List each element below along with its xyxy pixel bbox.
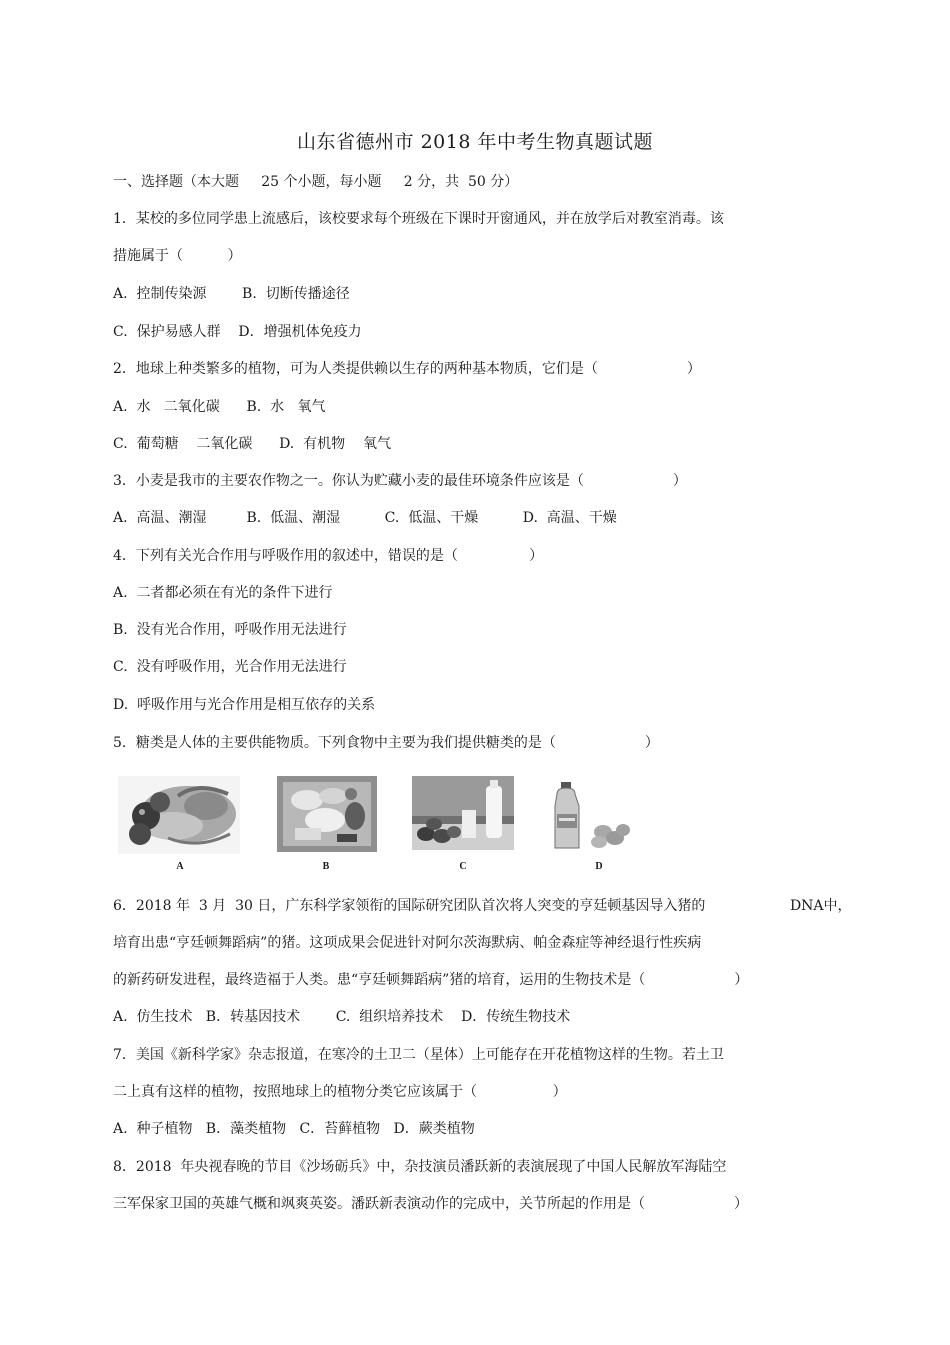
question-4-stem: 4．下列有关光合作用与呼吸作用的叙述中，错误的是（ ） (113, 548, 544, 564)
question-1-line-1: 1．某校的多位同学患上流感后，该校要求每个班级在下课时开窗通风，并在放学后对教室消毒。该 (113, 211, 724, 227)
question-6-line-3: 的新药研发进程，最终造福于人类。患“亨廷顿舞蹈病”猪的培育，运用的生物技术是（ ） (113, 972, 749, 988)
question-6-line-1: 6．2018 年 3 月 30 日，广东科学家领衔的国际研究团队首次将人突变的亨廷顿基因导入猪的 DNA中， (113, 898, 852, 914)
figure-label-b: B (322, 861, 330, 872)
question-3-options: A. 高温、潮湿 B. 低温、潮湿 C. 低温、干燥 D. 高温、干燥 (113, 510, 617, 526)
oil-nuts-image (553, 776, 637, 856)
question-6-line-2: 培育出患“亨廷顿舞蹈病”的猪。这项成果会促进针对阿尔茨海默病、帕金森症等神经退行性疾病 (113, 935, 702, 951)
question-2-options-ab: A. 水 二氧化碳 B. 水 氧气 (113, 399, 326, 415)
question-5-stem: 5．糖类是人体的主要供能物质。下列食物中主要为我们提供糖类的是（ ） (113, 735, 659, 751)
question-8-line-2: 三军保家卫国的英雄气概和飒爽英姿。潘跃新表演动作的完成中，关节所起的作用是（ ） (113, 1196, 749, 1212)
question-6-options: A. 仿生技术 B．转基因技术 C. 组织培养技术 D．传统生物技术 (113, 1009, 571, 1025)
question-5-figures (113, 776, 653, 876)
question-2-stem: 2．地球上种类繁多的植物，可为人类提供赖以生存的两种基本物质，它们是（ ） (113, 361, 701, 377)
question-3-stem: 3．小麦是我市的主要农作物之一。你认为贮藏小麦的最佳环境条件应该是（ ） (113, 473, 687, 489)
question-1-line-2: 措施属于（ ） (113, 248, 242, 264)
question-4-option-c: C. 没有呼吸作用，光合作用无法进行 (113, 659, 347, 675)
question-2-options-cd: C. 葡萄糖 二氧化碳 D. 有机物 氧气 (113, 436, 391, 452)
question-1-options-ab: A. 控制传染源 B. 切断传播途径 (113, 286, 350, 302)
document-title: 山东省德州市 2018 年中考生物真题试题 (297, 131, 653, 153)
question-7-line-2: 二上真有这样的植物，按照地球上的植物分类它应该属于（ ） (113, 1084, 567, 1100)
question-8-line-1: 8．2018 年央视春晚的节目《沙场砺兵》中，杂技演员潘跃新的表演展现了中国人民解放军海陆空 (113, 1159, 727, 1175)
question-4-option-a: A. 二者都必须在有光的条件下进行 (113, 585, 333, 601)
figure-label-c: C (459, 861, 467, 872)
figure-label-d: D (595, 861, 603, 872)
vegetables-image (118, 776, 240, 854)
question-4-option-d: D. 呼吸作用与光合作用是相互依存的关系 (113, 697, 376, 713)
figure-label-a: A (176, 861, 184, 872)
staple-foods-image (277, 776, 377, 852)
question-7-line-1: 7．美国《新科学家》杂志报道，在寒冷的土卫二（星体）上可能存在开花植物这样的生物。若土卫 (113, 1047, 724, 1063)
section-heading: 一、选择题（本大题 25 个小题，每小题 2 分，共 50 分） (113, 174, 519, 190)
question-1-options-cd: C. 保护易感人群 D．增强机体免疫力 (113, 324, 362, 340)
question-7-options: A. 种子植物 B．藻类植物 C．苔藓植物 D．蕨类植物 (113, 1121, 475, 1137)
question-4-option-b: B. 没有光合作用，呼吸作用无法进行 (113, 622, 347, 638)
milk-eggs-image (412, 776, 514, 850)
